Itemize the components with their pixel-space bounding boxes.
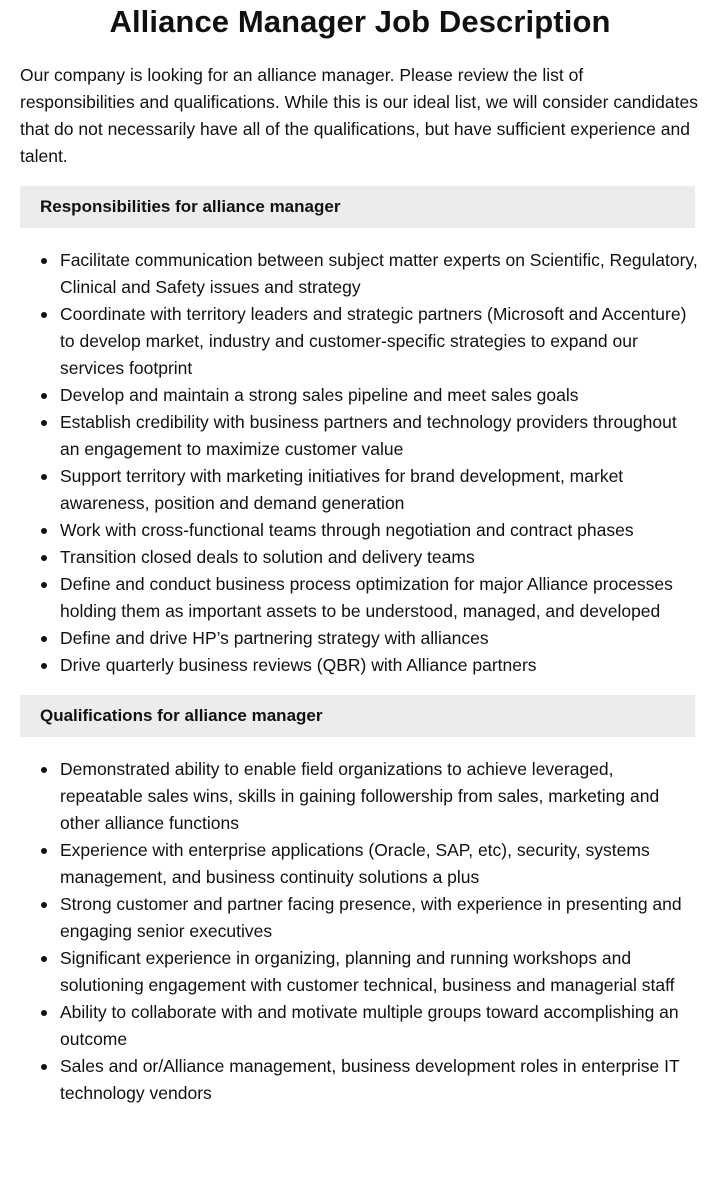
bullet-icon bbox=[41, 393, 47, 399]
bullet-icon bbox=[41, 956, 47, 962]
list-item bbox=[60, 945, 700, 999]
bullet-icon bbox=[41, 636, 47, 642]
bullet-icon bbox=[41, 312, 47, 318]
intro-paragraph: Our company is looking for an alliance manager. Please review the list of responsibilities and qualifications. While this is our ideal list, we will consider candidates that do not necessarily have all of the qualifications, but have sufficient experience and talent. bbox=[20, 65, 698, 166]
list-item bbox=[60, 891, 700, 945]
qualifications-heading: Qualifications for alliance manager bbox=[20, 695, 695, 737]
list-item bbox=[60, 625, 700, 652]
list-item-text: Strong customer and partner facing presence, with experience in presenting and engaging senior executives bbox=[60, 894, 682, 941]
bullet-icon bbox=[41, 1010, 47, 1016]
list-item-text: Facilitate communication between subject matter experts on Scientific, Regulatory, Clinical and Safety issues and strategy bbox=[60, 250, 698, 297]
bullet-icon bbox=[41, 767, 47, 773]
list-item-text: Significant experience in organizing, planning and running workshops and solutioning engagement with customer technical, business and managerial staff bbox=[60, 948, 675, 995]
list-item-text: Define and drive HP’s partnering strategy with alliances bbox=[60, 628, 489, 648]
list-item-text: Work with cross-functional teams through negotiation and contract phases bbox=[60, 520, 634, 540]
list-item-text: Demonstrated ability to enable field organizations to achieve leveraged, repeatable sales wins, skills in gaining followership from sales, marketing and other alliance functions bbox=[60, 759, 660, 833]
list-item bbox=[60, 463, 700, 517]
list-item bbox=[60, 544, 700, 571]
list-item bbox=[60, 756, 700, 837]
bullet-icon bbox=[41, 582, 47, 588]
bullet-icon bbox=[41, 528, 47, 534]
list-item bbox=[60, 409, 700, 463]
bullet-icon bbox=[41, 848, 47, 854]
list-item-text: Ability to collaborate with and motivate multiple groups toward accomplishing an outcome bbox=[60, 1002, 679, 1049]
list-item-text: Support territory with marketing initiatives for brand development, market awareness, position and demand generation bbox=[60, 466, 624, 513]
list-item bbox=[60, 837, 700, 891]
list-item-text: Define and conduct business process optimization for major Alliance processes holding them as important assets to be understood, managed, and developed bbox=[60, 574, 673, 621]
list-item-text: Drive quarterly business reviews (QBR) with Alliance partners bbox=[60, 655, 537, 675]
list-item-text: Establish credibility with business partners and technology providers throughout an engagement to maximize customer value bbox=[60, 412, 677, 459]
bullet-icon bbox=[41, 1064, 47, 1070]
list-item-text: Sales and or/Alliance management, business development roles in enterprise IT technology vendors bbox=[60, 1056, 680, 1103]
bullet-icon bbox=[41, 474, 47, 480]
list-item-text: Transition closed deals to solution and delivery teams bbox=[60, 547, 475, 567]
list-item bbox=[60, 517, 700, 544]
list-item-text: Coordinate with territory leaders and strategic partners (Microsoft and Accenture) to develop market, industry and customer-specific strategies to expand our services footprint bbox=[60, 304, 687, 378]
list-item bbox=[60, 301, 700, 382]
list-item bbox=[60, 571, 700, 625]
list-item bbox=[60, 999, 700, 1053]
list-item bbox=[60, 652, 700, 679]
bullet-icon bbox=[41, 258, 47, 264]
responsibilities-heading: Responsibilities for alliance manager bbox=[20, 186, 695, 228]
page-title: Alliance Manager Job Description bbox=[109, 4, 611, 39]
bullet-icon bbox=[41, 902, 47, 908]
bullet-icon bbox=[41, 420, 47, 426]
list-item bbox=[60, 1053, 700, 1107]
list-item bbox=[60, 247, 700, 301]
responsibilities-list bbox=[20, 247, 700, 679]
bullet-icon bbox=[41, 663, 47, 669]
bullet-icon bbox=[41, 555, 47, 561]
qualifications-list bbox=[20, 756, 700, 1107]
list-item bbox=[60, 382, 700, 409]
list-item-text: Experience with enterprise applications (Oracle, SAP, etc), security, systems management, and business continuity solutions a plus bbox=[60, 840, 650, 887]
list-item-text: Develop and maintain a strong sales pipeline and meet sales goals bbox=[60, 385, 579, 405]
